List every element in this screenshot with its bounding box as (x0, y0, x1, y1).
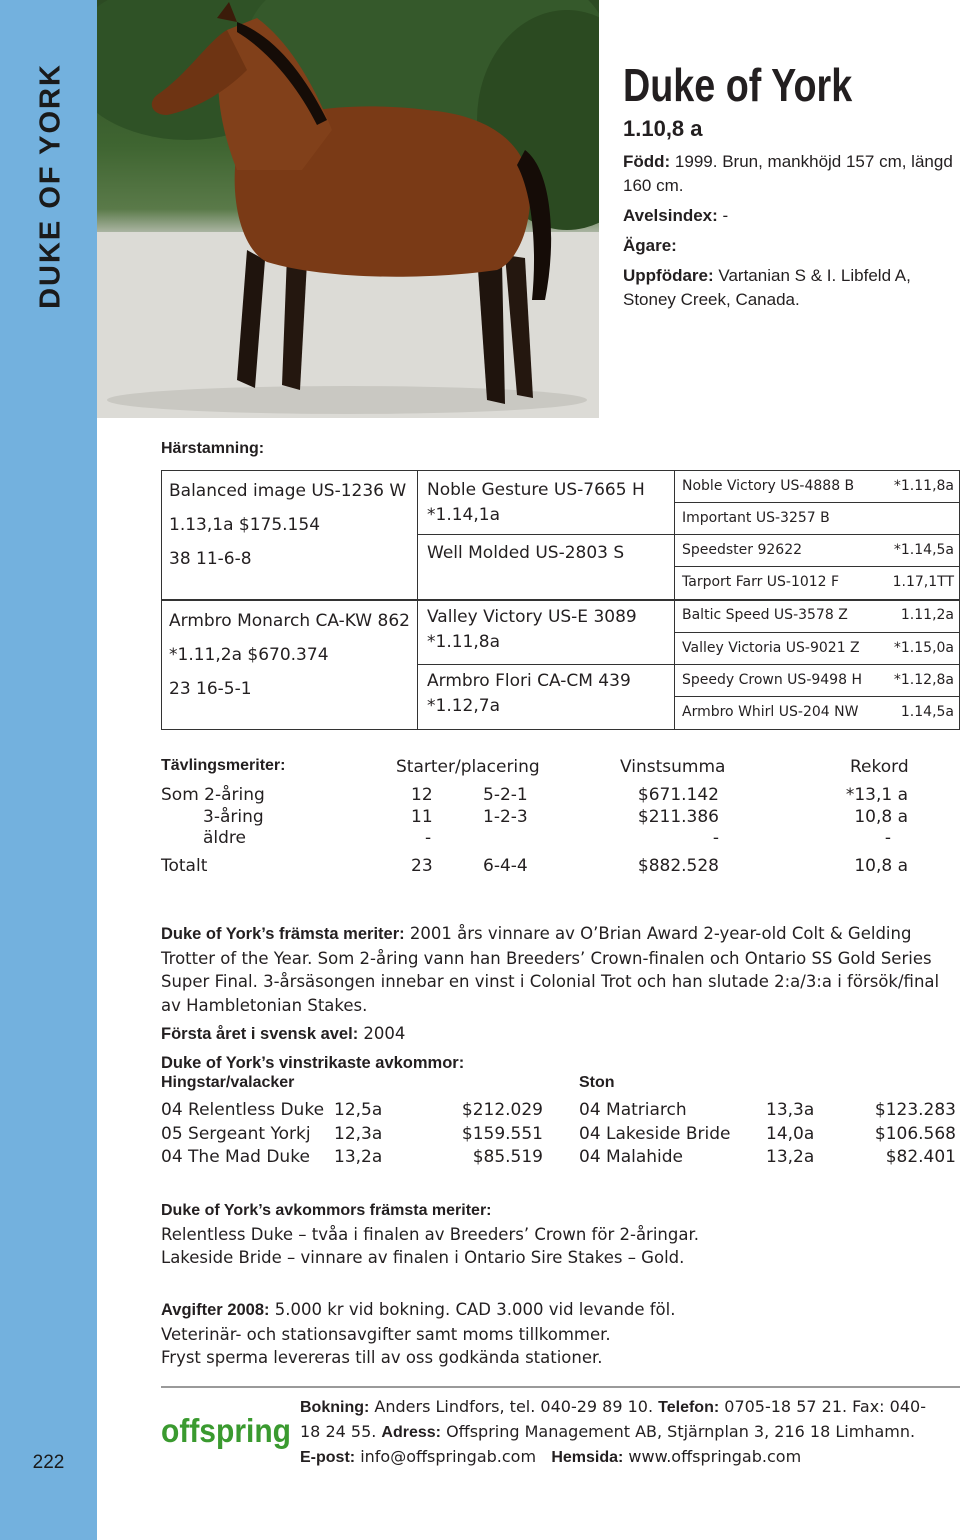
main-merits (161, 922, 960, 1017)
gen2-name-2: Well Molded US-2803 S (427, 543, 625, 563)
row-placings: 5-2-1 (483, 785, 528, 805)
row-label: 3-åring (203, 807, 264, 827)
first-year-label: Första året i svensk avel: (161, 1025, 359, 1043)
race-merits-label: Tävlingsmeriter: (161, 757, 286, 774)
total-placings: 6-4-4 (483, 856, 528, 876)
breeder-value: Vartanian S & I. Libfeld A, Stoney Creek, Canada. (623, 266, 911, 309)
starts-header: Starter/placering (396, 757, 540, 777)
stallion-record: 13,2a (334, 1147, 383, 1167)
row-starts: - (425, 828, 432, 848)
sire-starts: 38 11-6-8 (169, 549, 252, 569)
mare-earnings: $106.568 (874, 1124, 956, 1144)
address-value: Offspring Management AB, Stjärnplan 3, 216 18 Limhamn. (441, 1422, 916, 1441)
mare-record: 14,0a (766, 1124, 815, 1144)
breeding-index-value: - (717, 206, 729, 225)
gen2-name-3: Valley Victory US-E 3089 (427, 607, 637, 627)
row-label: äldre (203, 828, 247, 848)
fees-line-1 (161, 1298, 960, 1323)
stallion-earnings: $159.551 (461, 1124, 543, 1144)
row-earnings: - (712, 828, 719, 848)
page-number: 222 (32, 1452, 65, 1473)
gen3-name-6: Valley Victoria US-9021 Z (682, 640, 860, 656)
born-label: Född: (623, 152, 671, 171)
mare-name: 04 Malahide (579, 1147, 684, 1167)
fees-line-2: Veterinär- och stationsavgifter samt moms tillkommer. (161, 1324, 611, 1344)
gen3-name-2: Important US-3257 B (682, 510, 830, 526)
row-starts: 12 (411, 785, 433, 805)
row-earnings: $211.386 (637, 807, 719, 827)
mare-earnings: $123.283 (874, 1100, 956, 1120)
row-earnings: $671.142 (637, 785, 719, 805)
gen3-record-4: 1.17,1TT (892, 574, 954, 590)
record-header: Rekord (850, 757, 909, 777)
phone-label: Telefon: (658, 1399, 720, 1416)
gen3-record-5: 1.11,2a (900, 607, 954, 623)
mare-record: 13,3a (766, 1100, 815, 1120)
email-link[interactable]: info@offspringab.com (355, 1447, 537, 1466)
logo-text: offspring (161, 1412, 291, 1449)
website-link[interactable]: www.offspringab.com (623, 1447, 802, 1466)
address-label: Adress: (381, 1424, 441, 1441)
sidebar (0, 0, 97, 1540)
pedigree-table (161, 470, 960, 730)
gen3-record-3: *1.14,5a (893, 542, 954, 558)
born-value: 1999. Brun, mankhöjd 157 cm, längd 160 cm. (623, 152, 953, 195)
gen3-name-8: Armbro Whirl US-204 NW (682, 704, 859, 720)
sire-name: Balanced image US-1236 W (169, 481, 407, 501)
stallion-name: 04 The Mad Duke (161, 1147, 310, 1167)
gen3-name-3: Speedster 92622 (682, 542, 803, 558)
offspring-logo (161, 1408, 293, 1458)
owner-label: Ägare: (623, 236, 677, 255)
mare-earnings: $82.401 (885, 1147, 956, 1167)
phone-value: 0705-18 57 21. Fax: 040-18 24 55. (300, 1397, 926, 1441)
gen2-record-1: *1.14,1a (427, 505, 500, 525)
gen3-name-1: Noble Victory US-4888 B (682, 478, 855, 494)
earnings-header: Vinstsumma (620, 757, 726, 777)
total-earnings: $882.528 (637, 856, 719, 876)
stallion-record: 12,3a (334, 1124, 383, 1144)
mare-record: 13,2a (766, 1147, 815, 1167)
first-year (161, 1022, 960, 1047)
gen2-name-4: Armbro Flori CA-CM 439 (427, 671, 631, 691)
row-label: Som 2-åring (161, 785, 265, 805)
head-record: 1.10,8 a (623, 116, 703, 141)
stallion-name: 04 Relentless Duke (161, 1100, 325, 1120)
gen3-name-5: Baltic Speed US-3578 Z (682, 607, 848, 623)
row-placings: 1-2-3 (483, 807, 528, 827)
dam-record: *1.11,2a $670.374 (169, 645, 329, 665)
mare-name: 04 Lakeside Bride (579, 1124, 731, 1144)
gen2-record-4: *1.12,7a (427, 696, 500, 716)
breeder-row (623, 264, 953, 312)
gen2-name-1: Noble Gesture US-7665 H (427, 480, 645, 500)
gen3-record-1: *1.11,8a (893, 478, 954, 494)
horse-photo (97, 0, 599, 418)
email-label: E-post: (300, 1449, 356, 1466)
gen3-record-8: 1.14,5a (900, 704, 954, 720)
mare-name: 04 Matriarch (579, 1100, 687, 1120)
stallion-record: 12,5a (334, 1100, 383, 1120)
gen3-record-7: *1.12,8a (893, 672, 954, 688)
offspring-merit-line: Relentless Duke – tvåa i finalen av Breeders’ Crown för 2-åringar. (161, 1224, 699, 1244)
booking-value: Anders Lindfors, tel. 040-29 89 10. (369, 1397, 659, 1416)
total-record: 10,8 a (854, 856, 908, 876)
page-title: Duke of York (623, 59, 853, 111)
total-label: Totalt (161, 856, 208, 876)
horse-info (623, 150, 953, 318)
fees-line-3: Fryst sperma levereras till av oss godkända stationer. (161, 1348, 603, 1367)
gen2-record-3: *1.11,8a (427, 632, 500, 652)
gen3-record-6: *1.15,0a (893, 640, 954, 656)
breeder-label: Uppfödare: (623, 266, 714, 285)
stallion-name: 05 Sergeant Yorkj (161, 1124, 311, 1144)
offspring-label: Duke of York’s vinstrikaste avkommor: (161, 1054, 465, 1072)
fees-value: 5.000 kr vid bokning. CAD 3.000 vid levande föl. (269, 1300, 676, 1319)
footer-divider (161, 1386, 960, 1388)
row-record: 10,8 a (854, 807, 908, 827)
mares-label: Ston (579, 1074, 615, 1091)
born-row (623, 150, 953, 198)
total-starts: 23 (411, 856, 433, 876)
main-merits-label: Duke of York’s främsta meriter: (161, 925, 405, 943)
offspring-merit-line: Lakeside Bride – vinnare av finalen i Ontario Sire Stakes – Gold. (161, 1248, 685, 1267)
owner-row (623, 234, 953, 258)
offspring-merits (161, 1199, 960, 1270)
sire-record: 1.13,1a $175.154 (169, 515, 321, 535)
dam-starts: 23 16-5-1 (169, 679, 252, 699)
stallion-earnings: $85.519 (472, 1147, 543, 1167)
website-label: Hemsida: (551, 1449, 624, 1466)
pedigree-label: Härstamning: (161, 440, 265, 457)
gen3-name-7: Speedy Crown US-9498 H (682, 672, 862, 688)
breeding-index-label: Avelsindex: (623, 206, 718, 225)
booking-label: Bokning: (300, 1399, 370, 1416)
fees (161, 1298, 960, 1370)
breeding-index-row (623, 204, 953, 228)
side-title: DUKE OF YORK (34, 63, 67, 309)
first-year-value: 2004 (358, 1024, 406, 1043)
contact-info (300, 1395, 930, 1470)
dam-name: Armbro Monarch CA-KW 862 (169, 611, 410, 631)
row-starts: 11 (411, 807, 433, 827)
gen3-name-4: Tarport Farr US-1012 F (682, 574, 840, 590)
main-merits-text: 2001 års vinnare av O’Brian Award 2-year-old Colt & Gelding Trotter of the Year. Som 2-åring vann han Breeders’ Crown-finalen och Ontario SS Gold Series Super Final. 3-årsäsongen innebar en vinst i Colonial Trot och han slutade 2:a/3:a i försök/final av Hambletonian Stakes. (161, 924, 940, 1015)
fees-label: Avgifter 2008: (161, 1301, 270, 1319)
row-record: - (884, 828, 891, 848)
stallion-earnings: $212.029 (461, 1100, 543, 1120)
offspring-merits-label: Duke of York’s avkommors främsta meriter: (161, 1202, 492, 1219)
row-record: *13,1 a (845, 785, 908, 805)
stallions-label: Hingstar/valacker (161, 1074, 295, 1091)
